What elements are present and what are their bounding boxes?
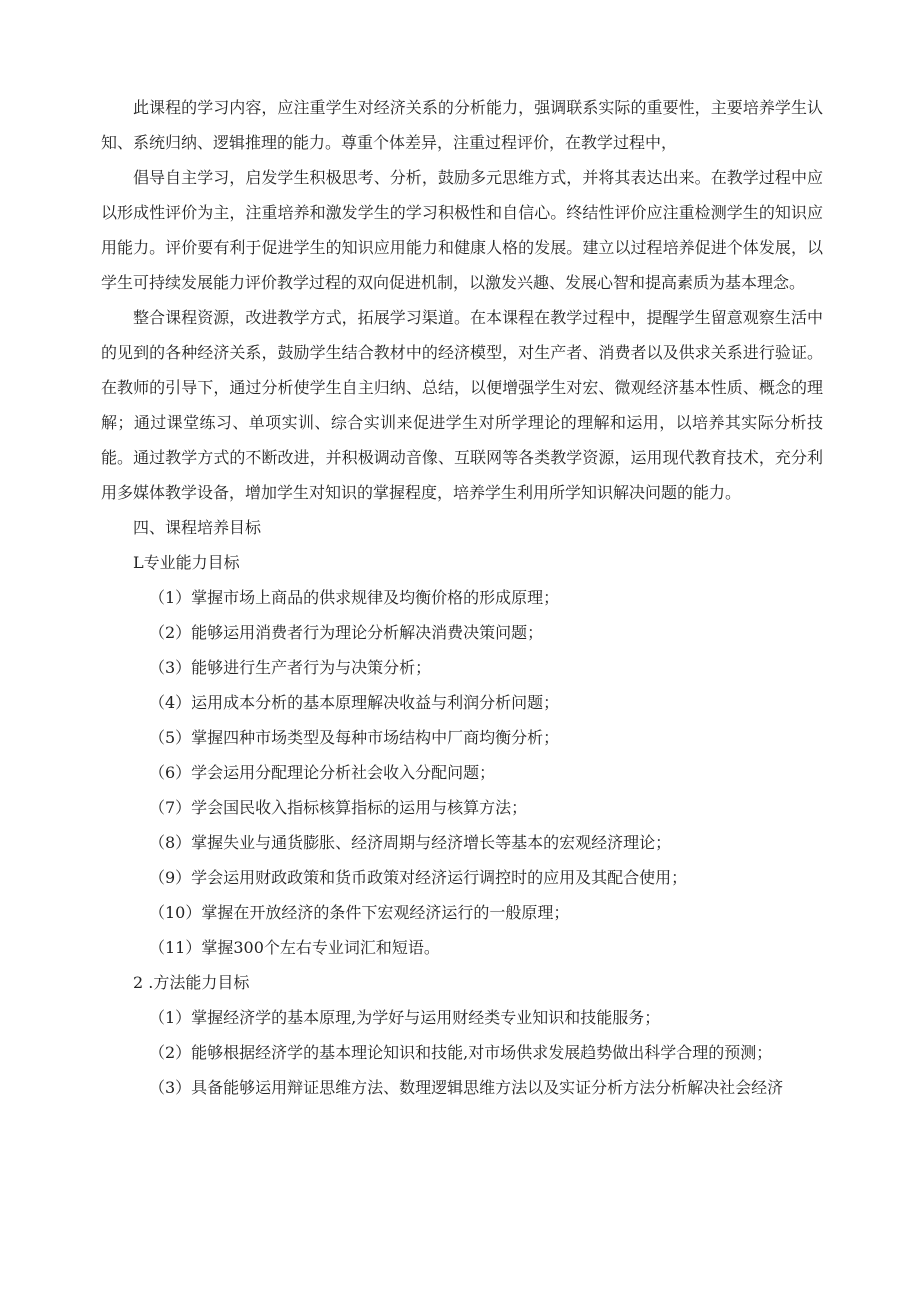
list-item: （3）具备能够运用辩证思维方法、数理逻辑思维方法以及实证分析方法分析解决社会经济: [149, 1078, 784, 1097]
paragraph-evaluation-intro: 此课程的学习内容，应注重学生对经济关系的分析能力，强调联系实际的重要性，主要培养学生认知、系统归纳、逻辑推理的能力。尊重个体差异，注重过程评价，在教学过程中，: [101, 98, 823, 152]
list-item: （8）掌握失业与通货膨胀、经济周期与经济增长等基本的宏观经济理论；: [149, 833, 672, 852]
paragraph-teaching-resources: 整合课程资源，改进教学方式，拓展学习渠道。在本课程在教学过程中，提醒学生留意观察生活中的见到的各种经济关系，鼓励学生结合教材中的经济模型，对生产者、消费者以及供求关系进行验证。在教师的引导下，通过分析使学生自主归纳、总结，以便增强学生对宏、微观经济基本性质、概念的理解；通过课堂练习、单项实训、综合实训来促进学生对所学理论的理解和运用，以培养其实际分析技能。通过教学方式的不断改进，并积极调动音像、互联网等各类教学资源，运用现代教育技术，充分利用多媒体教学设备，增加学生对知识的掌握程度，培养学生利用所学知识解决问题的能力。: [101, 308, 823, 502]
method-goals-title: 2 .方法能力目标: [133, 973, 250, 992]
list-item: （5）掌握四种市场类型及每种市场结构中厂商均衡分析；: [149, 728, 560, 747]
document-body: [101, 90, 823, 1105]
list-item: （10）掌握在开放经济的条件下宏观经济运行的一般原理；: [149, 903, 570, 922]
professional-goals-list: [101, 580, 823, 965]
list-item: （6）学会运用分配理论分析社会收入分配问题；: [149, 763, 496, 782]
paragraph-evaluation-approach: 倡导自主学习，启发学生积极思考、分析，鼓励多元思维方式，并将其表达出来。在教学过程中应以形成性评价为主，注重培养和激发学生的学习积极性和自信心。终结性评价应注重检测学生的知识应用能力。评价要有利于促进学生的知识应用能力和健康人格的发展。建立以过程培养促进个体发展，以学生可持续发展能力评价教学过程的双向促进机制，以激发兴趣、发展心智和提高素质为基本理念。: [101, 168, 823, 292]
list-item: （4）运用成本分析的基本原理解决收益与利润分析问题；: [149, 693, 560, 712]
list-item: （3）能够进行生产者行为与决策分析；: [149, 658, 432, 677]
professional-goals-title: L专业能力目标: [133, 553, 240, 572]
list-item: （2）能够运用消费者行为理论分析解决消费决策问题；: [149, 623, 544, 642]
list-item: （2）能够根据经济学的基本理论知识和技能,对市场供求发展趋势做出科学合理的预测；: [149, 1043, 773, 1062]
list-item: （1）掌握经济学的基本原理,为学好与运用财经类专业知识和技能服务；: [149, 1008, 661, 1027]
section-title: 四、课程培养目标: [133, 518, 262, 537]
list-item: （1）掌握市场上商品的供求规律及均衡价格的形成原理；: [149, 588, 560, 607]
list-item: （7）学会国民收入指标核算指标的运用与核算方法；: [149, 798, 528, 817]
list-item: （11）掌握300个左右专业词汇和短语。: [149, 938, 440, 957]
list-item: （9）学会运用财政政策和货币政策对经济运行调控时的应用及其配合使用；: [149, 868, 688, 887]
method-goals-list: [101, 1000, 823, 1105]
